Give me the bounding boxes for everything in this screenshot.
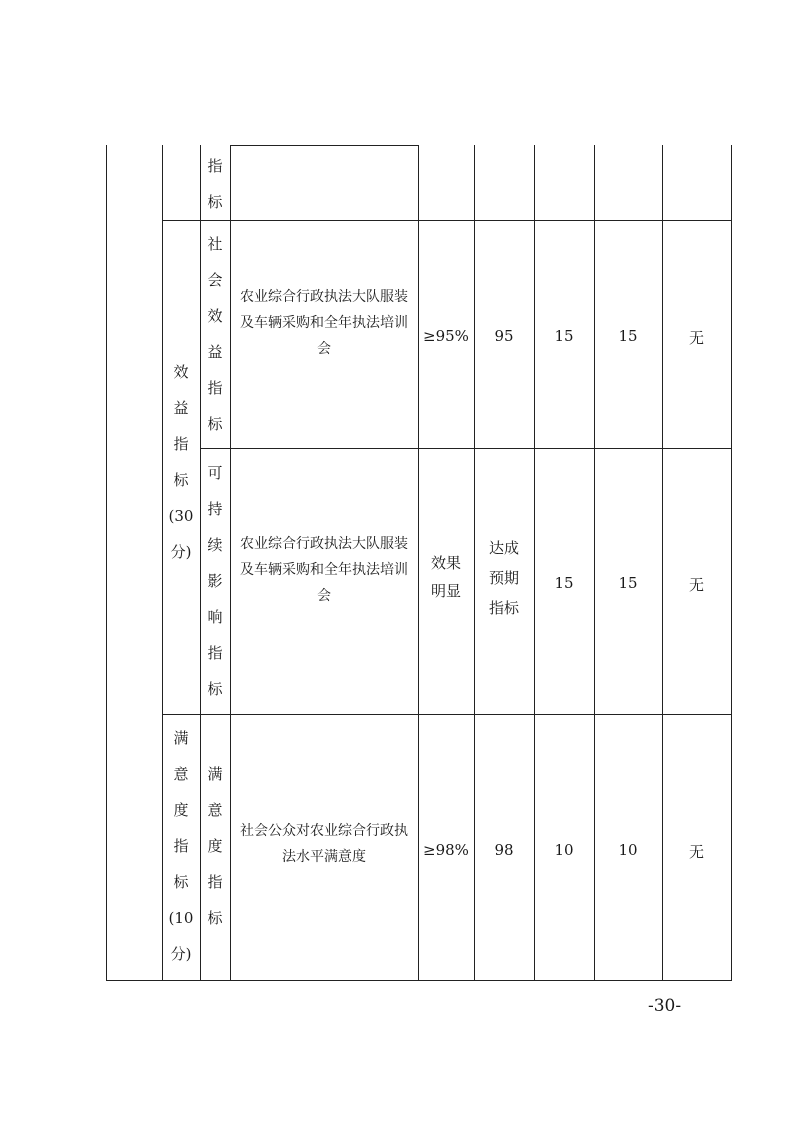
- cell-char: 益: [173, 399, 189, 417]
- cell-char: 续: [207, 536, 223, 554]
- row3-target: ≥98%: [423, 841, 469, 859]
- cell-char: 满: [173, 729, 189, 747]
- row1-actual: 95: [494, 327, 514, 345]
- cell-char: 分): [170, 543, 192, 561]
- cell-char: (30: [168, 507, 194, 525]
- cell-char: 标: [207, 680, 223, 698]
- cell-char: 满: [207, 765, 223, 783]
- table-border: [106, 145, 107, 981]
- table-border: [162, 220, 731, 221]
- row3-weight: 10: [554, 841, 574, 859]
- actual-line: 预期: [488, 569, 519, 587]
- table-border: [106, 980, 731, 981]
- row1-weight: 15: [554, 327, 574, 345]
- cell-char: 度: [207, 837, 223, 855]
- indicator-line: 社会公众对农业综合行政执: [240, 823, 408, 839]
- cell-char: 指: [173, 837, 189, 855]
- row0-level3: [200, 148, 230, 220]
- cell-char: 标: [207, 193, 223, 211]
- indicator-line: 会: [317, 341, 331, 357]
- cell-char: 社: [207, 235, 223, 253]
- row1-score: 15: [618, 327, 638, 345]
- cell-char: 指: [173, 435, 189, 453]
- cell-char: 指: [207, 873, 223, 891]
- cell-char: 会: [207, 271, 223, 289]
- indicator-line: 及车辆采购和全年执法培训: [240, 562, 408, 578]
- row3-level3: [200, 756, 230, 936]
- row3-reason: 无: [688, 843, 704, 861]
- row2-actual: [474, 533, 534, 623]
- cell-char: 标: [173, 873, 189, 891]
- table-border: [200, 448, 731, 449]
- row1-indicator: [230, 284, 418, 362]
- cell-char: 标: [173, 471, 189, 489]
- cell-char: 效: [207, 307, 223, 325]
- row2-indicator: [230, 531, 418, 609]
- cell-char: 指: [207, 644, 223, 662]
- target-line: 效果: [430, 554, 461, 572]
- cell-char: 益: [207, 343, 223, 361]
- cell-char: 标: [207, 415, 223, 433]
- cell-char: 意: [207, 801, 223, 819]
- row1-level3: [200, 226, 230, 442]
- row3-indicator: [230, 818, 418, 870]
- cell-char: 指: [207, 379, 223, 397]
- cell-char: 影: [207, 572, 223, 590]
- row1-reason: 无: [688, 329, 704, 347]
- indicator-line: 会: [317, 588, 331, 604]
- page-number: -30-: [648, 996, 682, 1016]
- row3-score: 10: [618, 841, 638, 859]
- cell-char: 指: [207, 157, 223, 175]
- row1-target: ≥95%: [423, 327, 469, 345]
- cell-char: (10: [168, 909, 194, 927]
- row2-weight: 15: [554, 574, 574, 592]
- table-border: [162, 714, 731, 715]
- cell-char: 可: [207, 464, 223, 482]
- target-line: 明显: [430, 582, 461, 600]
- indicator-line: 法水平满意度: [282, 849, 366, 865]
- group-benefit: [162, 354, 200, 570]
- row2-score: 15: [618, 574, 638, 592]
- indicator-line: 农业综合行政执法大队服装: [240, 289, 408, 305]
- cell-char: 标: [207, 909, 223, 927]
- cell-char: 意: [173, 765, 189, 783]
- cell-char: 度: [173, 801, 189, 819]
- actual-line: 指标: [488, 599, 519, 617]
- row2-reason: 无: [688, 576, 704, 594]
- cell-char: 响: [207, 608, 223, 626]
- cell-char: 效: [173, 363, 189, 381]
- group-satisfaction: [162, 720, 200, 972]
- row2-target: [418, 549, 474, 605]
- table-border: [230, 145, 418, 146]
- cell-char: 分): [170, 945, 192, 963]
- row2-level3: [200, 455, 230, 707]
- cell-char: 持: [207, 500, 223, 518]
- actual-line: 达成: [488, 539, 519, 557]
- indicator-line: 农业综合行政执法大队服装: [240, 536, 408, 552]
- indicator-line: 及车辆采购和全年执法培训: [240, 315, 408, 331]
- row3-actual: 98: [494, 841, 514, 859]
- table-border: [731, 145, 732, 981]
